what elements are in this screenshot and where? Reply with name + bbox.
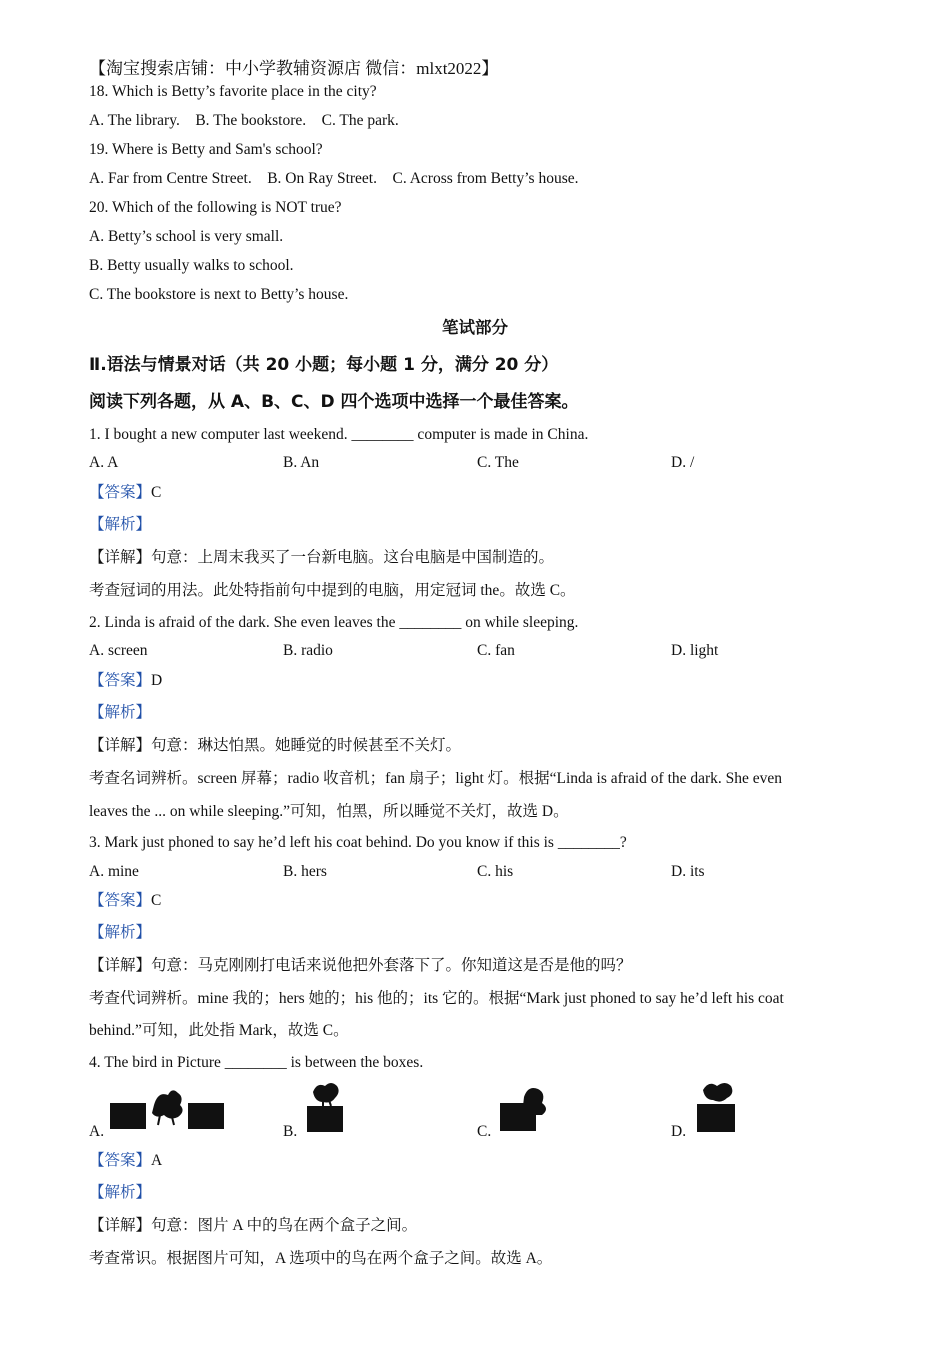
q3-stem: 3. Mark just phoned to say he’d left his coat behind. Do you know if this is ________?: [89, 834, 627, 851]
q1-stem: 1. I bought a new computer last weekend. ________ computer is made in China.: [89, 426, 589, 443]
q2-stem: 2. Linda is afraid of the dark. She even leaves the ________ on while sleeping.: [89, 614, 579, 631]
answer-value: C: [151, 892, 162, 909]
q2-explain-2: leaves the ... on while sleeping.”可知，怕黑，所以睡觉不关灯，故选 D。: [89, 803, 569, 820]
detail-label: 【详解】: [89, 957, 152, 974]
q1-option-b: B. An: [283, 454, 320, 471]
q1-answer: [89, 483, 161, 503]
q3-explain-2: behind.”可知，此处指 Mark，故选 C。: [89, 1022, 349, 1039]
detail-text: 句意：琳达怕黑。她睡觉的时候甚至不关灯。: [151, 737, 462, 754]
q20-option-c: C. The bookstore is next to Betty’s house.: [89, 286, 349, 303]
q4-option-d: D.: [671, 1123, 687, 1140]
answer-label: 【答案】: [89, 672, 152, 689]
q3-analysis-label: 【解析】: [89, 924, 152, 941]
picture-a-bird-between-boxes: [108, 1085, 226, 1133]
answer-label: 【答案】: [89, 484, 152, 501]
q2-answer: [89, 671, 162, 691]
bird-icon: [152, 1090, 183, 1118]
q1-option-a: A. A: [89, 454, 119, 471]
q3-option-b: B. hers: [283, 863, 327, 880]
q1-explain: 考查冠词的用法。此处特指前句中提到的电脑，用定冠词 the。故选 C。: [89, 582, 576, 599]
q1-option-d: D. /: [671, 454, 695, 471]
q2-option-a: A. screen: [89, 642, 148, 659]
instruction: 阅读下列各题，从 A、B、C、D 四个选项中选择一个最佳答案。: [89, 392, 579, 412]
detail-text: 句意：图片 A 中的鸟在两个盒子之间。: [151, 1217, 418, 1234]
q3-option-d: D. its: [671, 863, 705, 880]
answer-value: D: [151, 672, 163, 689]
box: [697, 1104, 735, 1132]
q4-option-c: C.: [477, 1123, 492, 1140]
q3-detail: [89, 956, 632, 976]
q3-option-a: A. mine: [89, 863, 139, 880]
q20-option-a: A. Betty’s school is very small.: [89, 228, 284, 245]
q3-answer: [89, 891, 161, 911]
q2-option-b: B. radio: [283, 642, 333, 659]
detail-label: 【详解】: [89, 737, 152, 754]
part-title: Ⅱ.语法与情景对话（共 20 小题；每小题 1 分，满分 20 分）: [89, 355, 559, 375]
answer-label: 【答案】: [89, 1152, 152, 1169]
q2-analysis-label: 【解析】: [89, 704, 152, 721]
answer-value: A: [151, 1152, 163, 1169]
detail-label: 【详解】: [89, 1217, 152, 1234]
q2-option-d: D. light: [671, 642, 719, 659]
q4-detail: [89, 1216, 417, 1236]
q1-analysis-label: 【解析】: [89, 516, 152, 533]
q2-detail: [89, 736, 461, 756]
box: [307, 1106, 343, 1132]
answer-label: 【答案】: [89, 892, 152, 909]
q2-explain-1: 考查名词辨析。screen 屏幕；radio 收音机；fan 扇子；light 灯。根据“Linda is afraid of the dark. She even: [89, 770, 783, 787]
bird-icon: [313, 1083, 339, 1103]
q4-explain: 考查常识。根据图片可知，A 选项中的鸟在两个盒子之间。故选 A。: [89, 1250, 553, 1267]
picture-d-bird-on-box: [693, 1080, 743, 1136]
detail-label: 【详解】: [89, 549, 152, 566]
q18-stem: 18. Which is Betty’s favorite place in the city?: [89, 83, 377, 100]
detail-text: 句意：上周末我买了一台新电脑。这台电脑是中国制造的。: [151, 549, 555, 566]
detail-text: 句意：马克刚刚打电话来说他把外套落下了。你知道这是否是他的吗？: [151, 957, 632, 974]
q1-option-c: C. The: [477, 454, 519, 471]
q2-option-c: C. fan: [477, 642, 515, 659]
answer-value: C: [151, 484, 162, 501]
q4-option-a: A.: [89, 1123, 105, 1140]
picture-b-bird-on-box: [303, 1080, 349, 1136]
q3-option-c: C. his: [477, 863, 514, 880]
q18-options: A. The library. B. The bookstore. C. The park.: [89, 112, 399, 129]
q4-analysis-label: 【解析】: [89, 1184, 152, 1201]
header-banner: 【淘宝搜索店铺：中小学教辅资源店 微信：mlxt2022】: [89, 59, 499, 78]
bird-icon: [703, 1083, 732, 1102]
q20-option-b: B. Betty usually walks to school.: [89, 257, 294, 274]
q1-detail: [89, 548, 554, 568]
q19-stem: 19. Where is Betty and Sam's school?: [89, 141, 323, 158]
picture-c-bird-behind-box: [498, 1083, 558, 1135]
box: [500, 1103, 536, 1131]
q3-explain-1: 考查代词辨析。mine 我的；hers 她的；his 他的；its 它的。根据“Mark just phoned to say he’d left his coat: [89, 990, 784, 1007]
q20-stem: 20. Which of the following is NOT true?: [89, 199, 342, 216]
q4-answer: [89, 1151, 162, 1171]
section-title: 笔试部分: [442, 318, 508, 337]
q4-option-b: B.: [283, 1123, 298, 1140]
q19-options: A. Far from Centre Street. B. On Ray Street. C. Across from Betty’s house.: [89, 170, 579, 187]
box-left: [110, 1103, 146, 1129]
box-right: [188, 1103, 224, 1129]
q4-stem: 4. The bird in Picture ________ is between the boxes.: [89, 1054, 424, 1071]
